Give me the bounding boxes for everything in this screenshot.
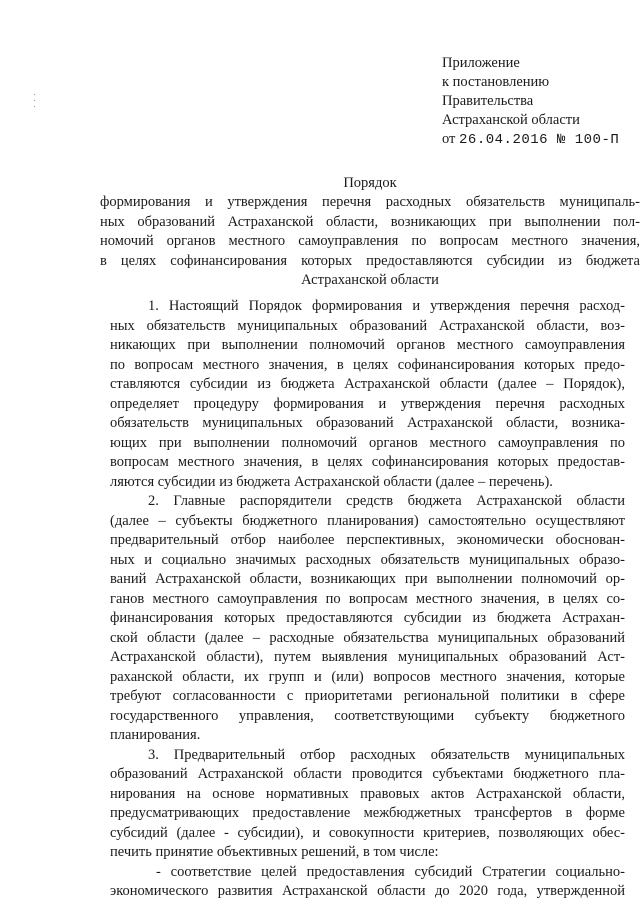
text-line: 1. Настоящий Порядок формирования и утверждения перечня расход- bbox=[148, 298, 625, 314]
paragraph-2 bbox=[110, 492, 625, 746]
text-line: ляются субсидии из бюджета Астраханской области (далее – перечень). bbox=[110, 473, 553, 490]
text-line: планирования. bbox=[110, 727, 201, 743]
document-title: Порядок bbox=[343, 175, 397, 191]
paragraph-3 bbox=[110, 746, 625, 863]
text-line: ных обязательств муниципальных образований Астраханской области, воз- bbox=[110, 317, 625, 334]
text-line: образований Астраханской области проводится субъектами бюджетного пла- bbox=[110, 766, 625, 782]
text-line: ставляются субсидии из бюджета Астраханской области (далее – Порядок), bbox=[110, 376, 625, 392]
subtitle-line: номочий органов местного самоуправления по вопросам местного значения, bbox=[100, 233, 640, 249]
text-line: определяет процедуру формирования и утверждения перечня расходных bbox=[110, 395, 625, 412]
annex-line: к постановлению bbox=[442, 74, 550, 90]
text-line: - соответствие целей предоставления субсидий Стратегии социально- bbox=[156, 863, 625, 880]
annex-date-line bbox=[442, 130, 619, 150]
text-line: ных и социально значимых расходных обязательств муниципальных образо- bbox=[110, 551, 625, 568]
paragraph-1 bbox=[110, 297, 625, 492]
text-line: раханской области, их групп и (или) вопросов местного значения, которые bbox=[110, 668, 625, 685]
text-line: 2. Главные распорядители средств бюджета Астраханской области bbox=[148, 493, 625, 509]
text-line: ваний Астраханской области, возникающих при выполнении полномочий ор- bbox=[110, 571, 625, 587]
subtitle-line: в целях софинансирования которых предоставляются субсидии из бюджета bbox=[100, 252, 640, 269]
text-line: нирования на основе нормативных правовых актов Астраханской области, bbox=[110, 785, 625, 802]
text-line: ской области (далее – расходные обязательства муниципальных образований bbox=[110, 629, 625, 646]
text-line: (далее – субъекты бюджетного планирования) самостоятельно осуществляют bbox=[110, 512, 625, 529]
annex-date-prefix: от bbox=[442, 131, 456, 147]
text-line: ганов местного самоуправления по вопросам местного значения, в целях со- bbox=[110, 590, 625, 607]
text-line: обязательств муниципальных образований Астраханской области, возника- bbox=[110, 415, 625, 431]
text-line: предусматривающих предоставление межбюджетных трансфертов в форме bbox=[110, 805, 625, 821]
document-subtitle bbox=[100, 193, 640, 291]
text-line: государственного управления, соответствующими субъекту бюджетного bbox=[110, 707, 625, 724]
document-body bbox=[110, 297, 625, 902]
annex-line: Астраханской области bbox=[442, 112, 580, 128]
text-line: 3. Предварительный отбор расходных обязательств муниципальных bbox=[148, 746, 625, 763]
annex-line: Правительства bbox=[442, 93, 534, 109]
subtitle-line: ных образований Астраханской области, возникающих при выполнении пол- bbox=[100, 213, 640, 230]
subtitle-line: Астраханской области bbox=[301, 272, 439, 288]
text-line: предварительный отбор наиболее перспективных, экономически обоснован- bbox=[110, 532, 625, 548]
subtitle-line: формирования и утверждения перечня расходных обязательств муниципаль- bbox=[100, 194, 640, 210]
text-line: Астраханской области), путем выявления муниципальных образований Аст- bbox=[110, 649, 625, 665]
scan-artifact bbox=[34, 94, 38, 108]
text-line: экономического развития Астраханской области до 2020 года, утвержденной bbox=[110, 883, 625, 899]
paragraph-4 bbox=[110, 863, 625, 902]
text-line: никающих при выполнении полномочий органов местного самоуправления bbox=[110, 337, 625, 353]
text-line: требуют согласованности с приоритетами региональной политики в сфере bbox=[110, 688, 625, 704]
text-line: по вопросам местного значения, в целях софинансирования которых предо- bbox=[110, 356, 625, 373]
annex-line: Приложение bbox=[442, 55, 520, 71]
text-line: финансирования которых предоставляются субсидии из бюджета Астрахан- bbox=[110, 610, 625, 626]
text-line: субсидий (далее - субсидии), и совокупности критериев, позволяющих обес- bbox=[110, 824, 625, 841]
annex-date-number: 26.04.2016 № 100-П bbox=[459, 132, 620, 148]
text-line: вопросам местного значения, в целях софинансирования которых предостав- bbox=[110, 454, 625, 470]
text-line: ющих при выполнении полномочий органов местного самоуправления по bbox=[110, 434, 625, 451]
text-line: печить принятие объективных решений, в том числе: bbox=[110, 844, 439, 860]
annex-block bbox=[442, 54, 619, 150]
